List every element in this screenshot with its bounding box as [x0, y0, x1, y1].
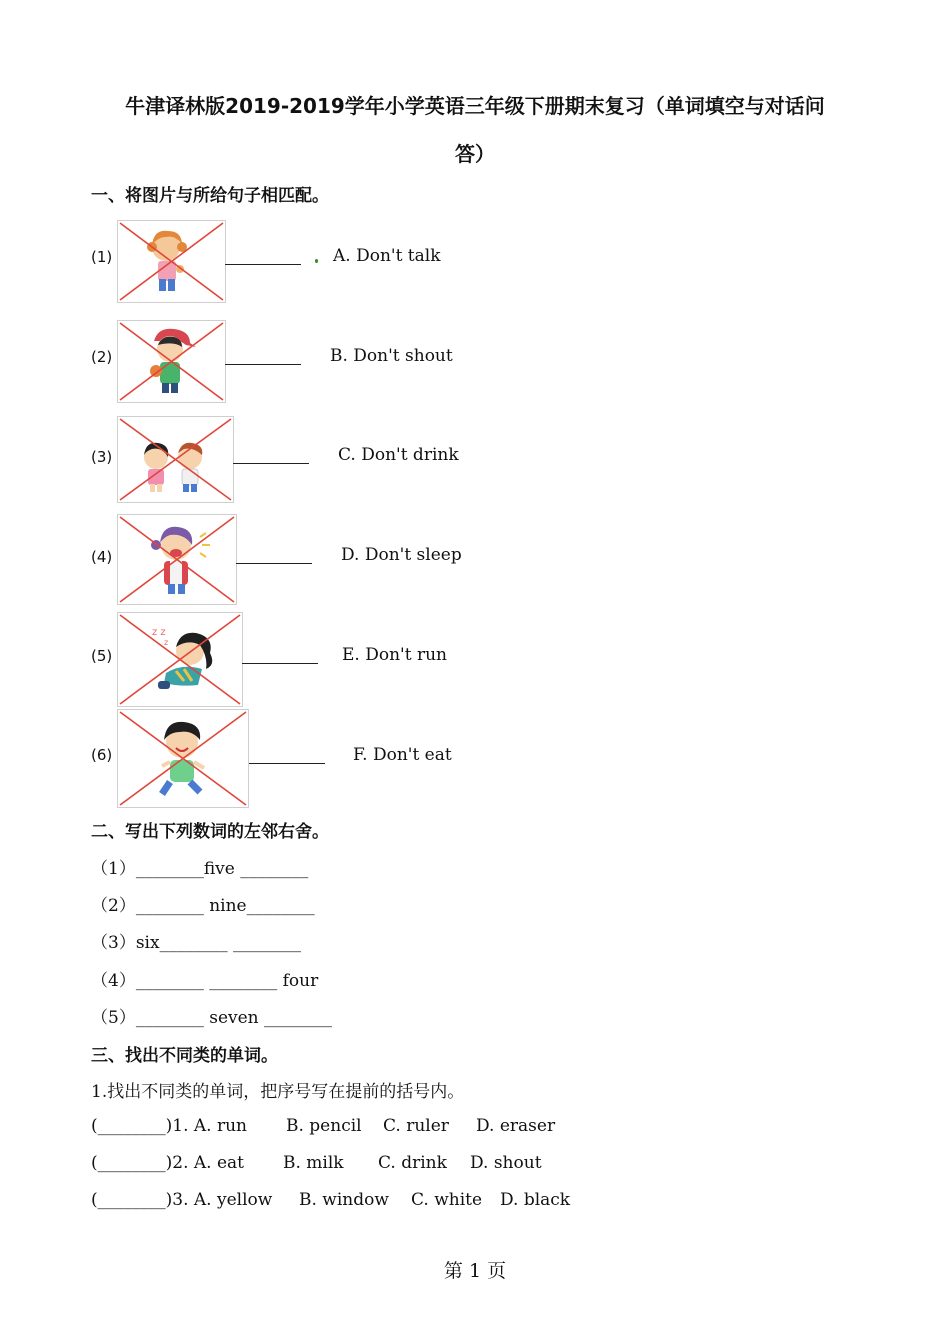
number-neighbor-line-1[interactable]: （1）________five ________	[91, 859, 309, 879]
answer-blank[interactable]	[225, 364, 301, 365]
crossed-boy-running-icon	[117, 709, 249, 808]
choice-c: C. drink	[378, 1153, 447, 1173]
document-title	[60, 82, 890, 178]
option-text: C. Don't drink	[338, 445, 459, 465]
crossed-boy-drinking-icon	[117, 320, 226, 403]
choice-c: C. white	[411, 1190, 483, 1210]
choice-b: B. milk	[283, 1153, 344, 1173]
section-3-instruction: 1.找出不同类的单词，把序号写在提前的括号内。	[91, 1082, 465, 1102]
option-text: F. Don't eat	[353, 745, 452, 765]
option-text: B. Don't shout	[330, 346, 453, 366]
page-number-footer: 第 1 页	[443, 1260, 507, 1282]
answer-blank[interactable]	[225, 264, 301, 265]
number-neighbor-line-3[interactable]: （3）six________ ________	[91, 933, 301, 953]
item-number: (2)	[91, 348, 113, 366]
choice-d: D. black	[500, 1190, 571, 1210]
item-number: (4)	[91, 548, 113, 566]
section-2-heading: 二、写出下列数词的左邻右舍。	[91, 822, 329, 842]
question-prefix[interactable]: (________)3. A. yellow	[91, 1190, 273, 1210]
answer-blank[interactable]	[249, 763, 325, 764]
choice-b: B. pencil	[286, 1116, 362, 1136]
number-neighbor-line-5[interactable]: （5）________ seven ________	[91, 1008, 333, 1028]
answer-blank[interactable]	[242, 663, 318, 664]
choice-b: B. window	[299, 1190, 389, 1210]
option-text: D. Don't sleep	[341, 545, 462, 565]
section-1-heading: 一、将图片与所给句子相匹配。	[91, 186, 329, 206]
question-prefix[interactable]: (________)1. A. run	[91, 1116, 247, 1136]
stray-mark	[315, 259, 318, 263]
choice-d: D. eraser	[476, 1116, 556, 1136]
option-text: E. Don't run	[342, 645, 447, 665]
item-number: (3)	[91, 448, 113, 466]
number-neighbor-line-4[interactable]: （4）________ ________ four	[91, 971, 319, 991]
item-number: (5)	[91, 647, 113, 665]
choice-d: D. shout	[470, 1153, 542, 1173]
section-3-heading: 三、找出不同类的单词。	[91, 1046, 278, 1066]
title-line-2: 答）	[455, 142, 495, 166]
option-text: A. Don't talk	[333, 246, 441, 266]
crossed-two-children-talking-icon	[117, 416, 234, 503]
crossed-girl-sleeping-icon	[117, 612, 243, 707]
title-line-1: 牛津译林版2019-2019学年小学英语三年级下册期末复习（单词填空与对话问	[125, 94, 825, 118]
question-prefix[interactable]: (________)2. A. eat	[91, 1153, 244, 1173]
svg-text:z z: z z	[152, 627, 166, 638]
number-neighbor-line-2[interactable]: （2）________ nine________	[91, 896, 315, 916]
answer-blank[interactable]	[233, 463, 309, 464]
choice-c: C. ruler	[383, 1116, 449, 1136]
crossed-girl-eating-icon	[117, 220, 226, 303]
crossed-girl-shouting-icon	[117, 514, 237, 605]
svg-text:z: z	[164, 638, 169, 647]
item-number: (1)	[91, 248, 113, 266]
answer-blank[interactable]	[236, 563, 312, 564]
item-number: (6)	[91, 746, 113, 764]
